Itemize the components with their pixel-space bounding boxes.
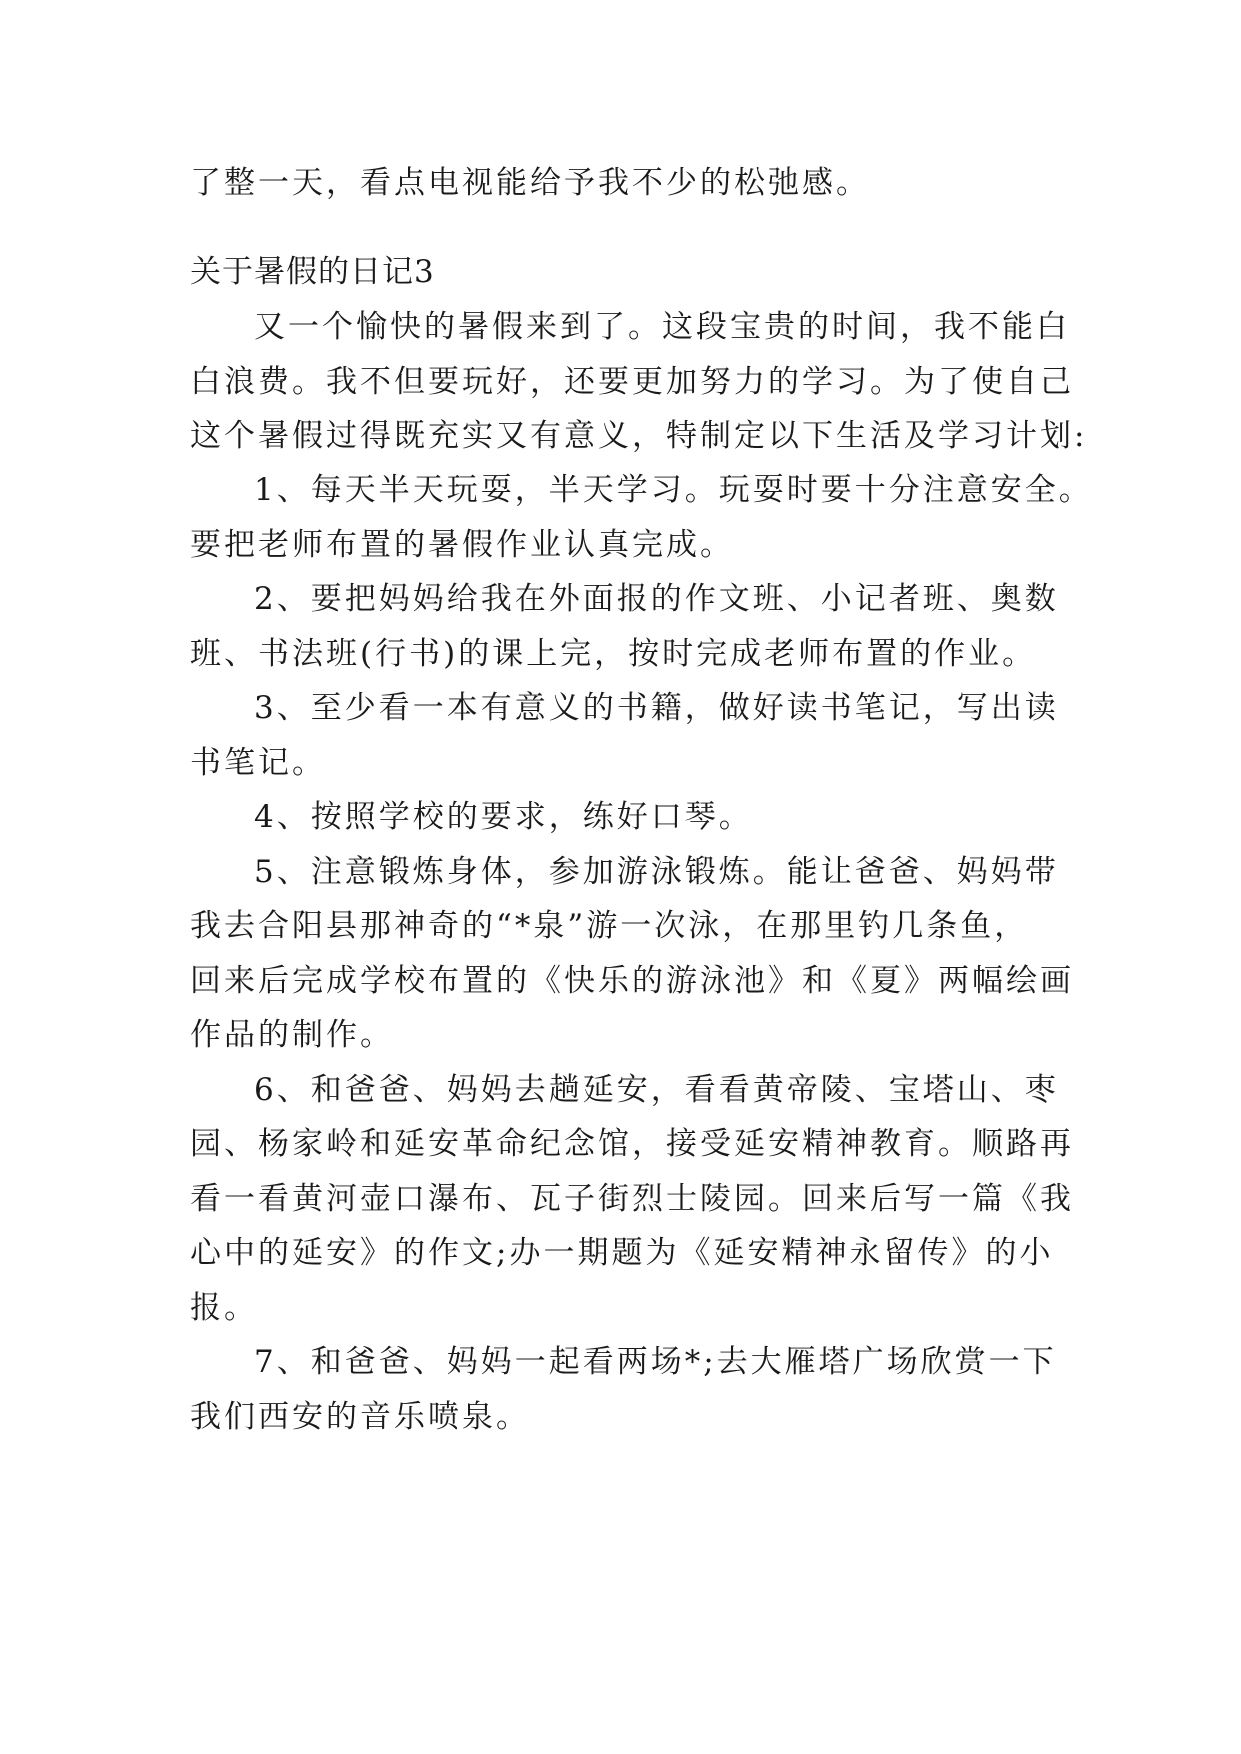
text-line: 书笔记。 [190,745,326,781]
text-line: 园、杨家岭和延安革命纪念馆，接受延安精神教育。顺路再 [190,1126,1074,1162]
text-line: 3、至少看一本有意义的书籍，做好读书笔记，写出读 [254,690,1059,726]
text-line: 白浪费。我不但要玩好，还要更加努力的学习。为了使自己 [190,364,1074,400]
text-line: 我们西安的音乐喷泉。 [190,1399,530,1435]
text-line: 这个暑假过得既充实又有意义，特制定以下生活及学习计划: [190,418,1088,454]
text-line: 报。 [190,1290,258,1326]
text-line: 了整一天，看点电视能给予我不少的松弛感。 [190,165,870,201]
text-line: 我去合阳县那神奇的“*泉”游一次泳，在那里钓几条鱼， [190,908,1029,944]
text-line: 班、书法班(行书)的课上完，按时完成老师布置的作业。 [190,636,1037,672]
text-line: 要把老师布置的暑假作业认真完成。 [190,527,734,563]
text-line: 7、和爸爸、妈妈一起看两场*;去大雁塔广场欣赏一下 [254,1344,1057,1380]
text-line: 2、要把妈妈给我在外面报的作文班、小记者班、奥数 [254,581,1059,617]
text-line: 看一看黄河壶口瀑布、瓦子街烈士陵园。回来后写一篇《我 [190,1181,1074,1217]
text-line: 回来后完成学校布置的《快乐的游泳池》和《夏》两幅绘画 [190,963,1074,999]
text-line: 1、每天半天玩耍，半天学习。玩耍时要十分注意安全。 [254,472,1093,508]
text-line: 6、和爸爸、妈妈去趟延安，看看黄帝陵、宝塔山、枣 [254,1072,1059,1108]
section-heading: 关于暑假的日记3 [190,254,435,290]
text-line: 4、按照学校的要求，练好口琴。 [254,799,753,835]
text-line: 作品的制作。 [190,1017,394,1053]
text-line: 5、注意锻炼身体，参加游泳锻炼。能让爸爸、妈妈带 [254,854,1059,890]
text-line: 又一个愉快的暑假来到了。这段宝贵的时间，我不能白 [254,309,1070,345]
text-line: 心中的延安》的作文;办一期题为《延安精神永留传》的小 [190,1235,1054,1271]
